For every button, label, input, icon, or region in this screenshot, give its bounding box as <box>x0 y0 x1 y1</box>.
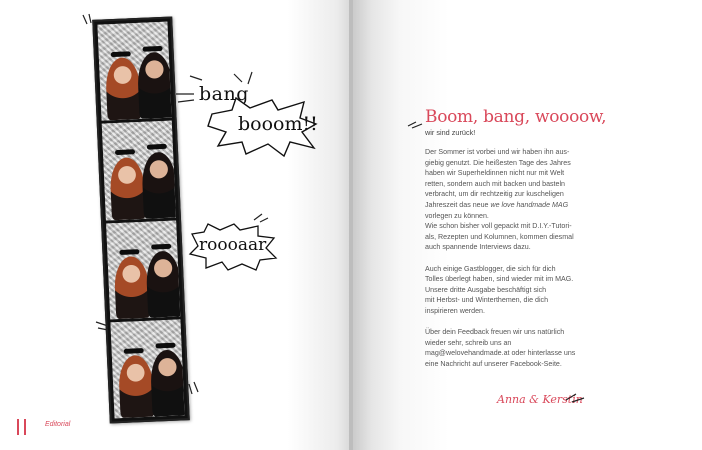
woman-dark-hair <box>150 349 185 416</box>
woman-dark-hair <box>145 250 180 317</box>
book-spine <box>349 0 353 450</box>
woman-dark-hair <box>137 52 172 119</box>
magazine-name: we love handmade MAG <box>490 200 569 209</box>
eye-mask-icon <box>147 144 167 150</box>
editorial-headline: Boom, bang, woooow, <box>425 107 607 127</box>
doodle-lines-icon <box>94 318 114 332</box>
eye-mask-icon <box>151 243 171 249</box>
woman-red-hair <box>105 57 142 120</box>
woman-red-hair <box>118 355 155 418</box>
woman-dark-hair <box>141 151 176 218</box>
sfx-roar: roooaar <box>199 235 267 255</box>
doodle-lines-icon <box>186 380 202 398</box>
doodle-lines-icon <box>80 12 98 30</box>
paragraph-2: Auch einige Gastblogger, die sich für dich Tolles überlegt haben, sind wieder mit im MAG. Unsere dritte Ausgabe beschäftigt sich mit Herbst- und Winterthemen, die dich inspirieren werden. <box>425 264 574 315</box>
folio-label: Editorial <box>45 421 71 428</box>
eye-mask-icon <box>142 46 162 52</box>
photo-frame-1 <box>97 22 171 121</box>
photo-frame-3 <box>106 220 180 319</box>
woman-red-hair <box>109 156 146 219</box>
photo-frame-2 <box>102 121 176 220</box>
eye-mask-icon <box>155 342 175 348</box>
editorial-body <box>425 147 585 380</box>
eye-mask-icon <box>111 51 131 57</box>
doodle-lines-icon <box>564 390 586 406</box>
sfx-booom: booom!! <box>238 113 318 135</box>
doodle-lines-icon <box>406 118 426 130</box>
editorial-signature: Anna & Kerstin <box>497 393 583 406</box>
photo-frame-4 <box>110 319 184 418</box>
eye-mask-icon <box>124 348 144 354</box>
paragraph-1: Der Sommer ist vorbei und wir haben ihn aus- giebig genutzt. Die heißesten Tage des Jahres haben wir Superheldinnen nicht nur mit Welt retten, sondern auch mit backen und basteln verbracht, um dir rechtzeitig zur kuscheligen Jahreszeit das neue we love handmade MAG vorlegen zu können. Wie schon bisher voll gepackt mit D.I.Y.-Tutori- als, Rezepten und Kolumnen, kommen diesmal auch spannende Interviews dazu. <box>425 148 574 252</box>
sfx-bang: bang <box>199 83 249 105</box>
paragraph-3: Über dein Feedback freuen wir uns natürlich wieder sehr, schreib uns an mag@welovehandmade.at oder hinterlasse uns eine Nachricht auf unserer Facebook-Seite. <box>425 328 576 368</box>
eye-mask-icon <box>119 249 139 255</box>
eye-mask-icon <box>115 149 135 155</box>
editorial-subhead: wir sind zurück! <box>425 128 476 137</box>
woman-red-hair <box>114 255 151 318</box>
